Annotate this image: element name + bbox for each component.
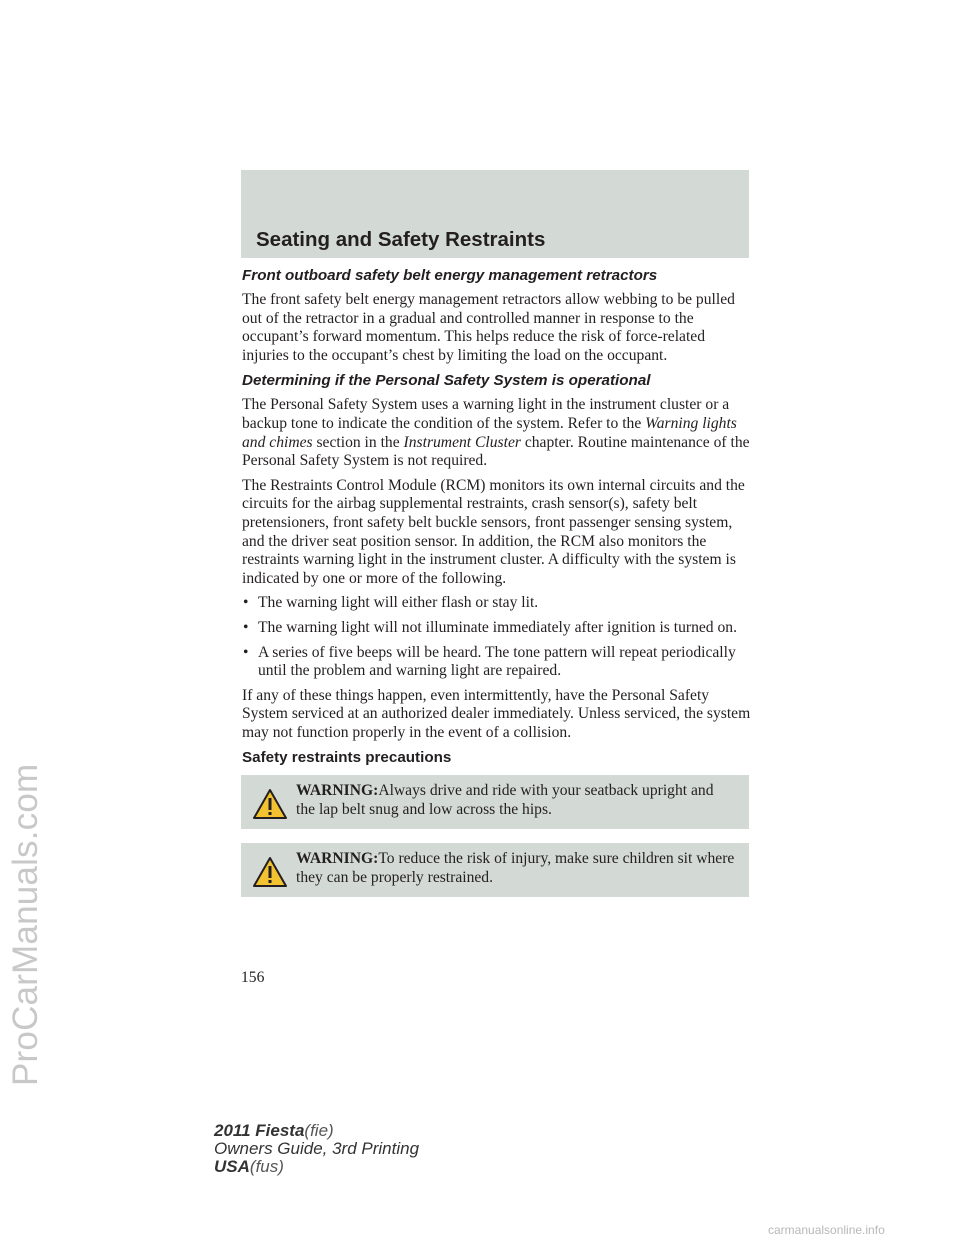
footer-market: USA xyxy=(214,1157,250,1176)
warning-label: WARNING: xyxy=(296,850,379,868)
retractors-heading: Front outboard safety belt energy management retractors xyxy=(242,267,658,284)
warning-triangle-icon xyxy=(252,856,288,888)
bottom-watermark: carmanualsonline.info xyxy=(768,1223,885,1237)
precautions-heading: Safety restraints precautions xyxy=(242,749,452,767)
page-number: 156 xyxy=(241,969,265,986)
indicator-list xyxy=(242,594,752,680)
retractors-paragraph: The front safety belt energy management retractors allow webbing to be pulled out of the retractor in a gradual and controlled manner in response to the occupant’s forward momentum. This helps reduce the risk of force-related injuries to the occupant’s chest by limiting the load on the occupant. xyxy=(242,291,735,364)
operational-heading: Determining if the Personal Safety System is operational xyxy=(242,372,651,390)
document-footer xyxy=(214,1122,419,1176)
bullet-icon: • xyxy=(243,618,249,636)
operational-paragraph-1: The Personal Safety System uses a warning light in the instrument cluster or a backup tone to indicate the condition of the system. Refer to the Warning lights and chimes section in the Instrument Cluster chapter. Routine maintenance of the Personal Safety System is not required. xyxy=(242,396,750,470)
warning-triangle-icon xyxy=(252,788,288,820)
warning-box xyxy=(241,775,749,829)
footer-market-code: (fus) xyxy=(249,1157,284,1176)
page-content xyxy=(242,266,752,911)
list-item: • A series of five beeps will be heard. The tone pattern will repeat periodically until the problem and warning light are repaired. xyxy=(243,643,736,680)
list-item: • The warning light will not illuminate immediately after ignition is turned on. xyxy=(243,618,737,636)
footer-model-code: (fie) xyxy=(304,1121,334,1140)
warning-lights-reference: Warning lights and chimes xyxy=(242,414,737,451)
footer-edition: Owners Guide, 3rd Printing xyxy=(214,1139,420,1158)
warning-label: WARNING: xyxy=(296,782,379,800)
section-header xyxy=(241,170,749,258)
side-watermark: ProCarManuals.com xyxy=(6,763,45,1086)
operational-paragraph-3: If any of these things happen, even intermittently, have the Personal Safety System serviced at an authorized dealer immediately. Unless serviced, the system may not function properly in the event of a collision. xyxy=(242,686,751,741)
warning-text: WARNING:To reduce the risk of injury, make sure children sit where they can be properly restrained. xyxy=(296,850,735,887)
bullet-icon: • xyxy=(243,594,249,612)
bullet-icon: • xyxy=(243,643,249,661)
warning-text: WARNING:Always drive and ride with your seatback upright and the lap belt snug and low across the hips. xyxy=(296,782,714,819)
footer-model: 2011 Fiesta xyxy=(214,1121,305,1140)
list-item: • The warning light will either flash or stay lit. xyxy=(243,594,539,612)
instrument-cluster-reference: Instrument Cluster xyxy=(403,433,521,451)
operational-paragraph-2: The Restraints Control Module (RCM) monitors its own internal circuits and the circuits for the airbag supplemental restraints, crash sensor(s), safety belt pretensioners, front safety belt buckle sensors, front passenger sensing system, and the driver seat position sensor. In addition, the RCM also monitors the restraints warning light in the instrument cluster. A difficulty with the system is indicated by one or more of the following. xyxy=(242,476,745,587)
section-title: Seating and Safety Restraints xyxy=(256,228,546,251)
warning-box xyxy=(241,843,749,897)
